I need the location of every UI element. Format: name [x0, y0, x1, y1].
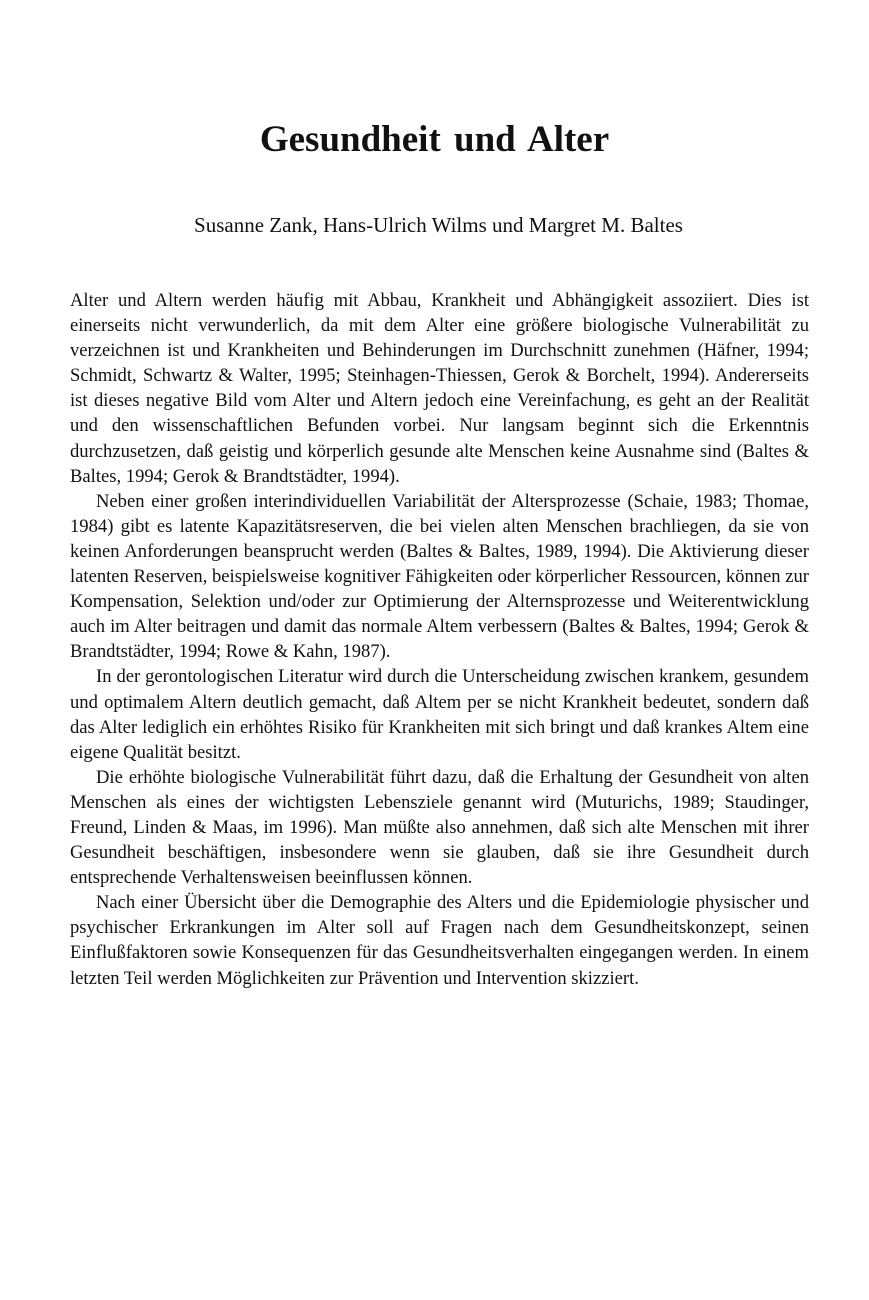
- author-line: Susanne Zank, Hans-Ulrich Wilms und Margret M. Baltes: [194, 213, 683, 237]
- paragraph-2: Neben einer großen interindividuellen Variabilität der Altersprozesse (Schaie, 1983; Thomae, 1984) gibt es latente Kapazitätsreserven, die bei vielen alten Menschen brachliegen, da sie von keinen Anforderungen beansprucht werden (Baltes & Baltes, 1989, 1994). Die Aktivierung dieser latenten Reserven, beispielsweise kognitiver Fähigkeiten oder körperlicher Ressourcen, können zur Kompensation, Selektion und/oder zur Optimierung der Alternsprozesse und Weiterentwicklung auch im Alter beitragen und damit das normale Altem verbessern (Baltes & Baltes, 1994; Gerok & Brandtstädter, 1994; Rowe & Kahn, 1987).: [70, 490, 809, 663]
- paragraph-3: In der gerontologischen Literatur wird durch die Unterscheidung zwischen krankem, gesundem und optimalem Altern deutlich gemacht, daß Altem per se nicht Krankheit bedeutet, sondern daß das Alter lediglich ein erhöhtes Risiko für Krankheiten mit sich bringt und daß krankes Altem eine eigene Qualität besitzt.: [70, 666, 809, 763]
- body-text: [70, 288, 809, 991]
- paragraph-1: Alter und Altern werden häufig mit Abbau, Krankheit und Abhängigkeit assoziiert. Dies ist einerseits nicht verwunderlich, da mit dem Alter eine größere biologische Vulnerabilität zu verzeichnen ist und Krankheiten und Behinderungen im Durchschnitt zunehmen (Häfner, 1994; Schmidt, Schwartz & Walter, 1995; Steinhagen-Thiessen, Gerok & Borchelt, 1994). Andererseits ist dieses negative Bild vom Alter und Altern jedoch eine Vereinfachung, es geht an der Realität und den wissenschaftlichen Befunden vorbei. Nur langsam beginnt sich die Erkenntnis durchzusetzen, daß geistig und körperlich gesunde alte Menschen keine Ausnahme sind (Baltes & Baltes, 1994; Gerok & Brandtstädter, 1994).: [70, 290, 809, 487]
- document-title: Gesundheit und Alter: [259, 119, 610, 160]
- paragraph-5: Nach einer Übersicht über die Demographie des Alters und die Epidemiologie physischer und psychischer Erkrankungen im Alter soll auf Fragen nach dem Gesundheitskonzept, seinen Einflußfaktoren sowie Konsequenzen für das Gesundheitsverhalten eingegangen werden. In einem letzten Teil werden Möglichkeiten zur Prävention und Intervention skizziert.: [70, 892, 809, 989]
- paragraph-4: Die erhöhte biologische Vulnerabilität führt dazu, daß die Erhaltung der Gesundheit von alten Menschen als eines der wichtigsten Lebensziele genannt wird (Muturichs, 1989; Staudinger, Freund, Linden & Maas, im 1996). Man müßte also annehmen, daß sich alte Menschen mit ihrer Gesundheit beschäftigen, insbesondere wenn sie glauben, daß sie ihre Gesundheit durch entsprechende Verhaltensweisen beeinflussen können.: [70, 766, 809, 889]
